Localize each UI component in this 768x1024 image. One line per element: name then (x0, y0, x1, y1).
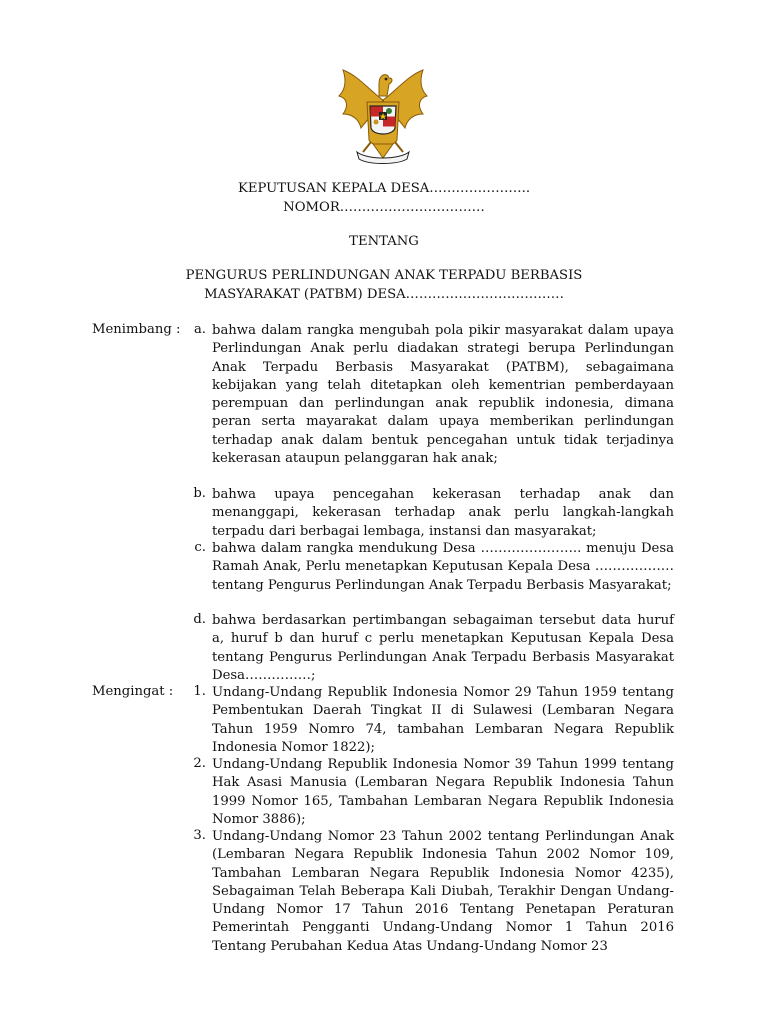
menimbang-item-a: bahwa dalam rangka mengubah pola pikir masyarakat dalam upaya Perlindungan Anak perlu diadakan strategi berupa Perlindungan Anak Terpadu Berbasis Masyarakat (PATBM), sebagaimana kebijakan yang telah ditetapkan oleh kementrian pemberdayaan perempuan dan perlindungan anak republik indonesia, dimana peran serta mayarakat dalam upaya memberikan perlindungan terhadap anak dalam bentuk pencegahan untuk tidak terjadinya kekerasan ataupun pelanggaran hak anak; (212, 323, 674, 467)
garuda-emblem-icon (333, 62, 433, 166)
mengingat-mark-2: 2. (193, 756, 206, 771)
menimbang-mark-b: b. (193, 486, 206, 501)
subject-line-1: PENGURUS PERLINDUNGAN ANAK TERPADU BERBASIS (185, 268, 583, 283)
mengingat-item-2: Undang-Undang Republik Indonesia Nomor 39 Tahun 1999 tentang Hak Asasi Manusia (Lembaran Negara Republik Indonesia Tahun 1999 Nomor 165, Tambahan Lembaran Negara Republik Indonesia Nomor 3886); (212, 757, 674, 827)
menimbang-mark-d: d. (193, 612, 206, 627)
mengingat-item-3: Undang-Undang Nomor 23 Tahun 2002 tentang Perlindungan Anak (Lembaran Negara Republik Indonesia Tahun 2002 Nomor 109, Tambahan Lembaran Negara Republik Indonesia Nomor 4235), Sebagaiman Telah Beberapa Kali Diubah, Terakhir Dengan Undang-Undang Nomor 17 Tahun 2016 Tentang Penetapan Peraturan Pemerintah Pengganti Undang-Undang Nomor 1 Tahun 2016 Tentang Perubahan Kedua Atas Undang-Undang Nomor 23 (212, 829, 674, 954)
mengingat-mark-3: 3. (193, 828, 206, 843)
tentang-heading: TENTANG (349, 234, 419, 249)
menimbang-mark-a: a. (193, 322, 206, 337)
mengingat-label: Mengingat : (92, 684, 174, 699)
decree-number: NOMOR…………………………… (283, 200, 485, 215)
mengingat-item-1: Undang-Undang Republik Indonesia Nomor 29 Tahun 1959 tentang Pembentukan Daerah Tingkat II di Sulawesi (Lembaran Negara Tahun 1959 Nomro 74, tambahan Lembaran Negara Republik Indonesia Nomor 1822); (212, 685, 674, 755)
menimbang-item-c: bahwa dalam rangka mendukung Desa ………………….. menuju Desa Ramah Anak, Perlu menetapkan Keputusan Kepala Desa ……………… tentang Pengurus Perlindungan Anak Terpadu Berbasis Masyarakat; (212, 541, 674, 593)
mengingat-mark-1: 1. (193, 684, 206, 699)
decree-title: KEPUTUSAN KEPALA DESA………………….. (237, 181, 531, 196)
menimbang-label: Menimbang : (92, 322, 181, 337)
menimbang-item-b: bahwa upaya pencegahan kekerasan terhadap anak dan menanggapi, kekerasan terhadap anak perlu langkah-langkah terpadu dari berbagai lembaga, instansi dan masyarakat; (212, 487, 674, 539)
subject-line-2: MASYARAKAT (PATBM) DESA……………………………… (204, 287, 564, 302)
menimbang-mark-c: c. (194, 540, 206, 555)
menimbang-item-d: bahwa berdasarkan pertimbangan sebagaiman tersebut data huruf a, huruf b dan huruf c perlu menetapkan Keputusan Kepala Desa tentang Pengurus Perlindungan Anak Terpadu Berbasis Masyarakat Desa……………; (212, 613, 674, 683)
